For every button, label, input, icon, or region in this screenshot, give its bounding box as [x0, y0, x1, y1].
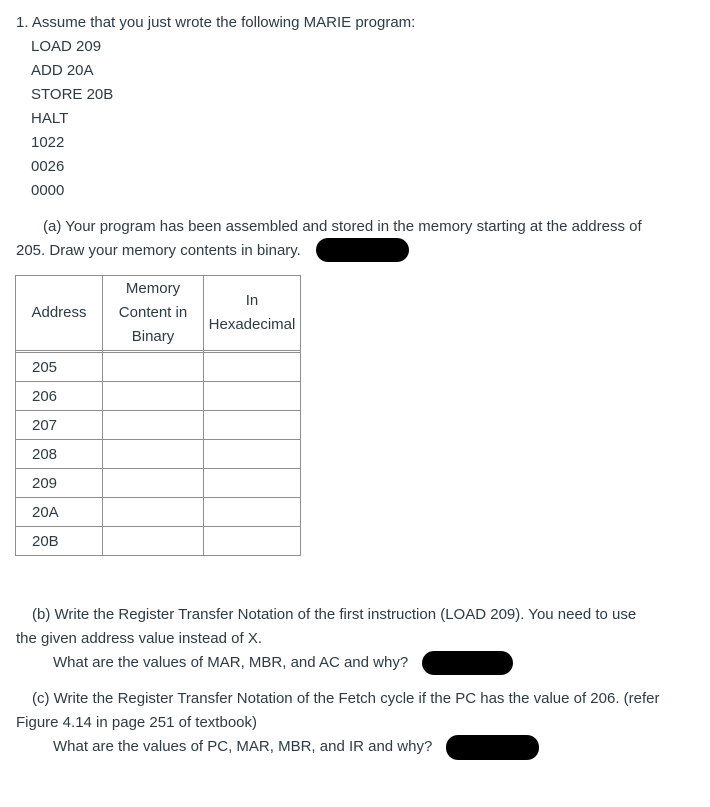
- address-cell: 205: [16, 353, 103, 382]
- part-c-text-line1: (c) Write the Register Transfer Notation of the Fetch cycle if the PC has the value of 206. (refer: [32, 690, 660, 707]
- binary-cell[interactable]: [103, 469, 204, 498]
- part-c-question: What are the values of PC, MAR, MBR, and IR and why?: [53, 738, 433, 755]
- program-line: LOAD 209: [31, 38, 102, 55]
- program-line: HALT: [31, 110, 69, 127]
- address-cell: 208: [16, 440, 103, 469]
- hex-cell[interactable]: [204, 411, 301, 440]
- hex-cell[interactable]: [204, 527, 301, 556]
- part-b-question: What are the values of MAR, MBR, and AC and why?: [53, 654, 409, 671]
- table-row: [16, 498, 301, 527]
- binary-cell[interactable]: [103, 498, 204, 527]
- table-header-row: [16, 276, 301, 351]
- header-memory-line: Binary: [131, 328, 175, 345]
- header-memory-line: Content in: [118, 304, 188, 321]
- header-memory-content: [103, 276, 204, 351]
- address-cell: 20B: [16, 527, 103, 556]
- table-row: [16, 353, 301, 382]
- part-a-text-line1: (a) Your program has been assembled and stored in the memory starting at the address of: [43, 218, 642, 235]
- redaction-mark: [316, 238, 409, 262]
- program-line: ADD 20A: [31, 62, 94, 79]
- table-row: [16, 411, 301, 440]
- hex-cell[interactable]: [204, 382, 301, 411]
- header-hex-line: In: [245, 292, 259, 309]
- header-hex-line: Hexadecimal: [208, 316, 296, 333]
- address-cell: 20A: [16, 498, 103, 527]
- memory-table: [15, 275, 301, 556]
- redaction-mark: [446, 735, 539, 760]
- binary-cell[interactable]: [103, 440, 204, 469]
- redaction-mark: [422, 651, 513, 675]
- hex-cell[interactable]: [204, 353, 301, 382]
- address-cell: 206: [16, 382, 103, 411]
- program-line: 1022: [31, 134, 65, 151]
- binary-cell[interactable]: [103, 382, 204, 411]
- binary-cell[interactable]: [103, 411, 204, 440]
- header-hexadecimal: [204, 276, 301, 351]
- header-memory-line: Memory: [125, 280, 181, 297]
- table-row: [16, 469, 301, 498]
- binary-cell[interactable]: [103, 353, 204, 382]
- table-row: [16, 440, 301, 469]
- address-cell: 207: [16, 411, 103, 440]
- table-row: [16, 382, 301, 411]
- program-line: 0026: [31, 158, 65, 175]
- address-cell: 209: [16, 469, 103, 498]
- program-line: STORE 20B: [31, 86, 114, 103]
- hex-cell[interactable]: [204, 440, 301, 469]
- table-row: [16, 527, 301, 556]
- header-address: Address: [16, 276, 103, 351]
- hex-cell[interactable]: [204, 469, 301, 498]
- part-a-text-line2: 205. Draw your memory contents in binary.: [16, 242, 301, 259]
- part-b-text-line1: (b) Write the Register Transfer Notation of the first instruction (LOAD 209). You need to use: [32, 606, 637, 623]
- part-c-text-line2: Figure 4.14 in page 251 of textbook): [16, 714, 257, 731]
- question-heading: 1. Assume that you just wrote the following MARIE program:: [16, 14, 416, 31]
- binary-cell[interactable]: [103, 527, 204, 556]
- part-b-text-line2: the given address value instead of X.: [16, 630, 262, 647]
- hex-cell[interactable]: [204, 498, 301, 527]
- program-line: 0000: [31, 182, 65, 199]
